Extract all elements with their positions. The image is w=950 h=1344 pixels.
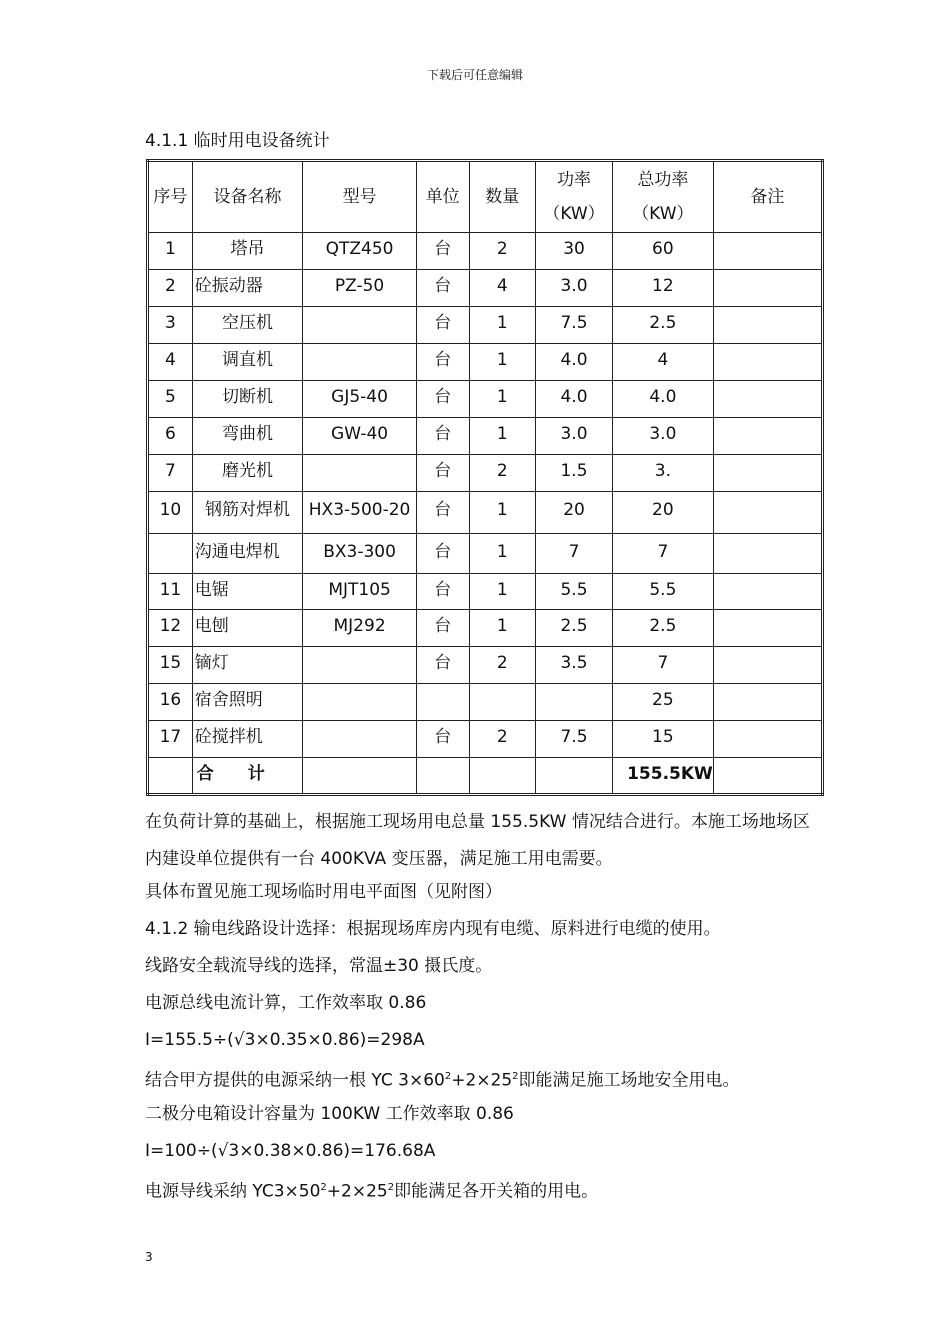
table-cell: 弯曲机 (192, 418, 302, 455)
header-total-line2: （KW） (632, 204, 694, 224)
header-unit: 单位 (416, 161, 469, 233)
table-cell: 台 (416, 455, 469, 492)
table-cell: 2 (469, 721, 536, 758)
table-cell (416, 684, 469, 721)
header-power-line2: （KW） (543, 204, 605, 224)
superscript: 2 (387, 1182, 395, 1193)
table-cell: 砼搅拌机 (192, 721, 302, 758)
table-cell (713, 455, 822, 492)
table-cell (303, 455, 417, 492)
paragraph-sub-cable (145, 1174, 815, 1211)
table-row (148, 610, 823, 647)
table-cell: 台 (416, 418, 469, 455)
table-row (148, 492, 823, 534)
table-row (148, 418, 823, 455)
superscript: 2 (512, 1071, 519, 1082)
table-cell: 切断机 (192, 381, 302, 418)
table-cell (303, 647, 417, 684)
table-cell: 2.5 (612, 610, 713, 647)
header-seq: 序号 (148, 161, 193, 233)
table-row (148, 574, 823, 610)
table-cell (713, 758, 822, 795)
table-cell: 台 (416, 574, 469, 610)
header-total-power (612, 161, 713, 233)
text-span: +2×25 (326, 1181, 388, 1202)
table-cell: 7 (612, 647, 713, 684)
table-cell: 6 (148, 418, 193, 455)
table-header-row (148, 161, 823, 233)
table-cell: PZ-50 (303, 270, 417, 307)
table-cell: 台 (416, 610, 469, 647)
table-cell: HX3-500-20 (303, 492, 417, 534)
table-cell: 3.0 (536, 418, 613, 455)
table-cell: 台 (416, 270, 469, 307)
table-cell: MJ292 (303, 610, 417, 647)
table-row (148, 684, 823, 721)
table-cell: 电锯 (192, 574, 302, 610)
table-cell: 30 (536, 233, 613, 270)
total-value: 155.5KW (612, 758, 713, 795)
table-cell: 台 (416, 492, 469, 534)
table-cell (713, 721, 822, 758)
table-cell: 16 (148, 684, 193, 721)
table-cell: 1 (469, 534, 536, 574)
table-cell (713, 574, 822, 610)
equipment-table (146, 159, 824, 796)
table-cell: 3.0 (612, 418, 713, 455)
table-cell: 磨光机 (192, 455, 302, 492)
table-cell: 2 (469, 455, 536, 492)
table-cell (148, 758, 193, 795)
table-row (148, 721, 823, 758)
table-cell (303, 721, 417, 758)
table-cell: 2.5 (612, 307, 713, 344)
table-cell (713, 534, 822, 574)
table-cell (713, 381, 822, 418)
table-cell (303, 307, 417, 344)
table-cell: 1 (469, 610, 536, 647)
table-cell: 调直机 (192, 344, 302, 381)
table-row (148, 381, 823, 418)
table-cell (416, 758, 469, 795)
table-cell (303, 758, 417, 795)
table-cell: QTZ450 (303, 233, 417, 270)
table-cell: 1.5 (536, 455, 613, 492)
table-cell: 电刨 (192, 610, 302, 647)
table-cell: 25 (612, 684, 713, 721)
table-cell: 7.5 (536, 307, 613, 344)
table-cell (713, 418, 822, 455)
table-cell (713, 684, 822, 721)
table-cell: 镝灯 (192, 647, 302, 684)
table-cell: 4 (469, 270, 536, 307)
paragraph-sub-box: 二极分电箱设计容量为 100KW 工作效率取 0.86 (145, 1104, 514, 1124)
table-cell: GJ5-40 (303, 381, 417, 418)
table-cell: 5.5 (612, 574, 713, 610)
table-cell: 台 (416, 721, 469, 758)
text-span: 即能满足各开关箱的用电。 (394, 1181, 599, 1202)
table-cell: 10 (148, 492, 193, 534)
formula-sub: I=100÷(√3×0.38×0.86)=176.68A (145, 1141, 436, 1161)
table-row (148, 307, 823, 344)
page-header: 下载后可任意编辑 (426, 68, 523, 82)
text-span: 电源导线采纳 YC3×50 (145, 1181, 321, 1202)
table-row (148, 455, 823, 492)
table-cell: 台 (416, 534, 469, 574)
table-cell: 5 (148, 381, 193, 418)
table-cell: 宿舍照明 (192, 684, 302, 721)
paragraph-main-current: 电源总线电流计算，工作效率取 0.86 (145, 993, 427, 1013)
table-cell: 7.5 (536, 721, 613, 758)
table-row (148, 270, 823, 307)
header-model: 型号 (303, 161, 417, 233)
table-cell (713, 610, 822, 647)
table-cell: 11 (148, 574, 193, 610)
paragraph-layout: 具体布置见施工现场临时用电平面图（见附图） (145, 882, 502, 902)
table-cell: 1 (469, 307, 536, 344)
table-cell: 3 (148, 307, 193, 344)
total-label: 合 计 (192, 758, 302, 795)
table-cell: 7 (612, 534, 713, 574)
table-cell: 2 (469, 233, 536, 270)
table-cell (713, 344, 822, 381)
table-cell: 20 (536, 492, 613, 534)
table-cell: 1 (469, 418, 536, 455)
table-cell: 台 (416, 344, 469, 381)
table-cell: 3. (612, 455, 713, 492)
section-title: 4.1.1 临时用电设备统计 (145, 131, 330, 151)
table-cell: 17 (148, 721, 193, 758)
table-cell: 台 (416, 381, 469, 418)
table-cell: BX3-300 (303, 534, 417, 574)
table-cell: 沟通电焊机 (192, 534, 302, 574)
table-row (148, 344, 823, 381)
table-cell: 12 (148, 610, 193, 647)
table-cell: 60 (612, 233, 713, 270)
paragraph-main-cable (145, 1063, 815, 1100)
paragraph-conductor: 线路安全载流导线的选择，常温±30 摄氏度。 (145, 956, 493, 976)
superscript: 2 (444, 1071, 452, 1082)
table-cell (148, 534, 193, 574)
table-row (148, 534, 823, 574)
table-cell: 塔吊 (192, 233, 302, 270)
table-cell (713, 233, 822, 270)
table-cell: 3.0 (536, 270, 613, 307)
table-cell: 空压机 (192, 307, 302, 344)
table-cell: 1 (469, 492, 536, 534)
table-cell (303, 344, 417, 381)
table-cell: 4 (148, 344, 193, 381)
table-cell: 台 (416, 647, 469, 684)
page-number: 3 (145, 1250, 153, 1264)
text-span: +2×25 (451, 1070, 513, 1091)
table-cell: 1 (469, 344, 536, 381)
header-qty: 数量 (469, 161, 536, 233)
table-cell (713, 270, 822, 307)
table-cell: 15 (612, 721, 713, 758)
header-power (536, 161, 613, 233)
table-cell (713, 492, 822, 534)
table-cell: 5.5 (536, 574, 613, 610)
table-cell: 4.0 (536, 344, 613, 381)
header-name: 设备名称 (192, 161, 302, 233)
table-cell: 台 (416, 233, 469, 270)
table-cell: 台 (416, 307, 469, 344)
table-cell (303, 684, 417, 721)
table-cell: 7 (536, 534, 613, 574)
table-cell (536, 684, 613, 721)
table-cell: 4 (612, 344, 713, 381)
table-cell: GW-40 (303, 418, 417, 455)
table-cell: 12 (612, 270, 713, 307)
table-row (148, 233, 823, 270)
superscript: 2 (320, 1182, 327, 1193)
table-cell: 4.0 (612, 381, 713, 418)
table-total-row (148, 758, 823, 795)
table-cell: MJT105 (303, 574, 417, 610)
text-span: 即能满足施工场地安全用电。 (518, 1070, 740, 1091)
table-cell (713, 307, 822, 344)
table-cell (536, 758, 613, 795)
table-cell: 7 (148, 455, 193, 492)
table-cell (713, 647, 822, 684)
table-cell: 15 (148, 647, 193, 684)
table-cell: 钢筋对焊机 (192, 492, 302, 534)
table-cell: 砼振动器 (192, 270, 302, 307)
table-cell: 2 (148, 270, 193, 307)
table-cell: 1 (469, 574, 536, 610)
table-cell (469, 684, 536, 721)
text-span: 结合甲方提供的电源采纳一根 YC 3×60 (145, 1070, 445, 1091)
table-cell: 4.0 (536, 381, 613, 418)
header-power-line1: 功率 (557, 170, 591, 190)
table-cell: 20 (612, 492, 713, 534)
table-cell: 1 (148, 233, 193, 270)
table-cell: 2.5 (536, 610, 613, 647)
formula-main: I=155.5÷(√3×0.35×0.86)=298A (145, 1030, 425, 1050)
header-total-line1: 总功率 (637, 170, 689, 190)
paragraph-load: 在负荷计算的基础上，根据施工现场用电总量 155.5KW 情况结合进行。本施工场地场区内建设单位提供有一台 400KVA 变压器，满足施工用电需要。 (145, 812, 810, 869)
table-cell (469, 758, 536, 795)
table-row (148, 647, 823, 684)
table-cell: 1 (469, 381, 536, 418)
header-remark: 备注 (713, 161, 822, 233)
paragraph-line-design: 4.1.2 输电线路设计选择：根据现场库房内现有电缆、原料进行电缆的使用。 (145, 919, 721, 939)
body-text (145, 808, 815, 1211)
table-cell: 3.5 (536, 647, 613, 684)
table-cell: 2 (469, 647, 536, 684)
